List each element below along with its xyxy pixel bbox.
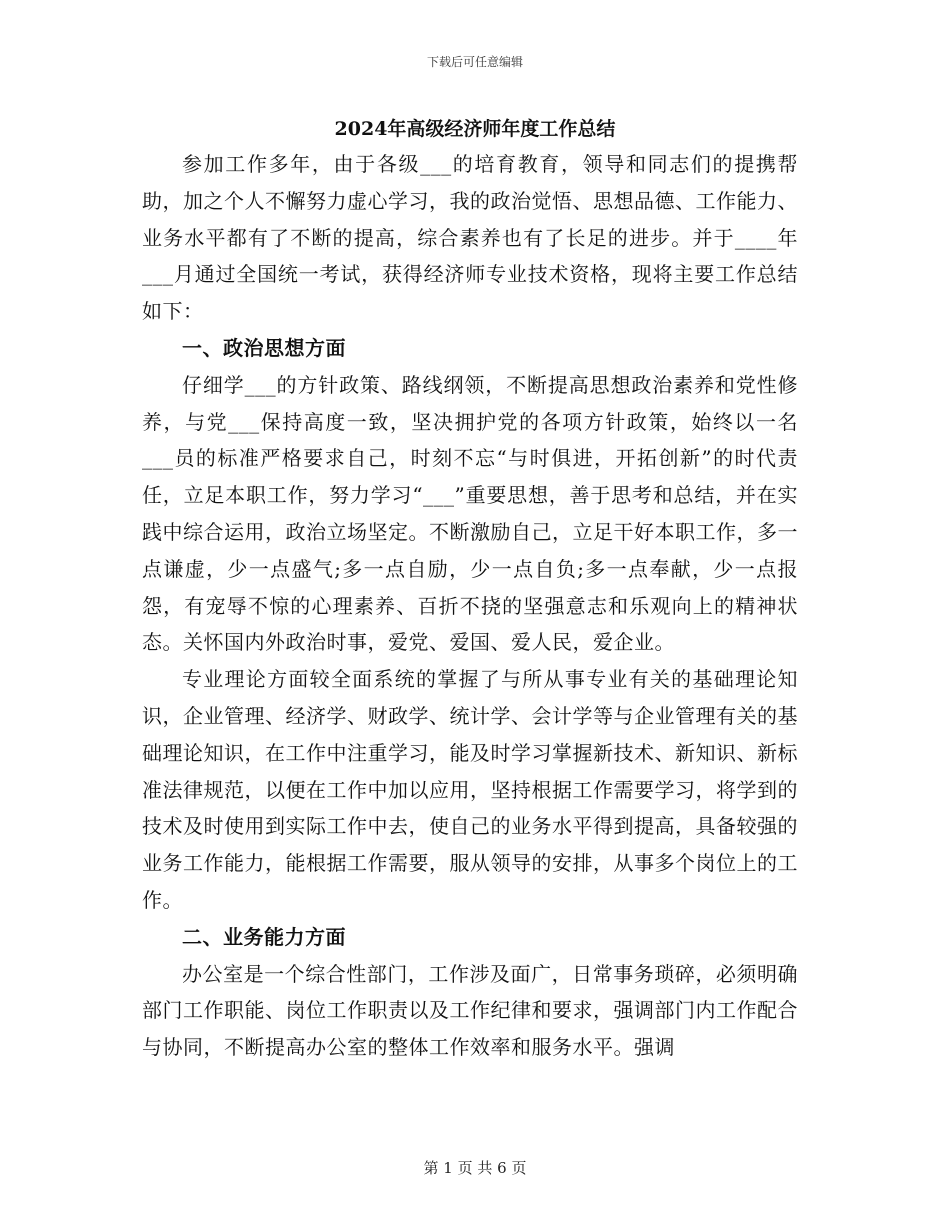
intro-paragraph: 参加工作多年，由于各级___的培育教育，领导和同志们的提携帮助，加之个人不懈努力虚心学习，我的政治觉悟、思想品德、工作能力、业务水平都有了不断的提高，综合素养也有了长足的进步。并于____年___月通过全国统一考试，获得经济师专业技术资格，现将主要工作总结如下： [142, 152, 798, 324]
section-heading-political: 一、政治思想方面 [182, 335, 346, 360]
page-number: 第 1 页 共 6 页 [423, 1159, 527, 1177]
office-paragraph: 办公室是一个综合性部门，工作涉及面广，日常事务琐碎，必须明确部门工作职能、岗位工作职责以及工作纪律和要求，强调部门内工作配合与协同，不断提高办公室的整体工作效率和服务水平。强调 [142, 961, 798, 1060]
download-edit-note: 下载后可任意编辑 [426, 55, 523, 69]
political-paragraph: 仔细学___的方针政策、路线纲领，不断提高思想政治素养和党性修养，与党___保持高度一致，坚决拥护党的各项方针政策，始终以一名___员的标准严格要求自己，时刻不忘“与时俱进，开拓创新”的时代责任，立足本职工作，努力学习“___”重要思想，善于思考和总结，并在实践中综合运用，政治立场坚定。不断激励自己，立足干好本职工作，多一点谦虚，少一点盛气;多一点自励，少一点自负;多一点奉献，少一点报怨，有宠辱不惊的心理素养、百折不挠的坚强意志和乐观向上的精神状态。关怀国内外政治时事，爱党、爱国、爱人民，爱企业。 [142, 372, 798, 655]
document-title: 2024年高级经济师年度工作总结 [334, 118, 616, 140]
document-body [142, 146, 798, 1066]
section-heading-business: 二、业务能力方面 [182, 924, 346, 949]
theory-paragraph: 专业理论方面较全面系统的掌握了与所从事专业有关的基础理论知识，企业管理、经济学、财政学、统计学、会计学等与企业管理有关的基础理论知识，在工作中注重学习，能及时学习掌握新技术、新知识、新标准法律规范，以便在工作中加以应用，坚持根据工作需要学习，将学到的技术及时使用到实际工作中去，使自己的业务水平得到提高，具备较强的业务工作能力，能根据工作需要，服从领导的安排，从事多个岗位上的工作。 [142, 667, 798, 912]
